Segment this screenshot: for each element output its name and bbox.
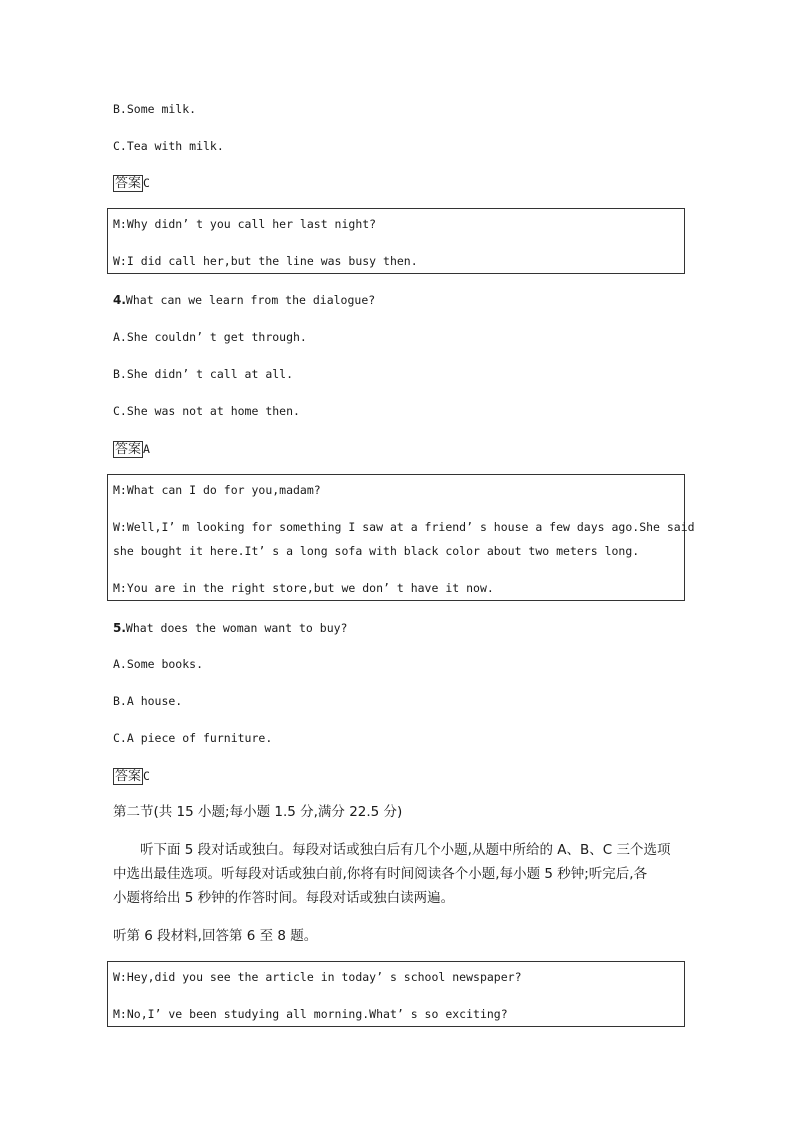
- section2-heading: 第二节(共 15 小题;每小题 1.5 分,满分 22.5 分): [113, 804, 403, 820]
- answer-value: C: [143, 769, 150, 783]
- question-number: 5.: [113, 621, 126, 635]
- answer-badge: 答案: [115, 176, 142, 191]
- dialogue-box-4: [107, 208, 685, 274]
- dialogue-line: W:Hey,did you see the article in today’ s school newspaper?: [113, 970, 522, 984]
- q5-option-a: A.Some books.: [113, 657, 204, 671]
- answer-badge: 答案: [115, 442, 142, 457]
- dialogue-line: W:I did call her,but the line was busy then.: [113, 254, 418, 268]
- dialogue-line: M:No,I’ ve been studying all morning.What’ s so exciting?: [113, 1007, 508, 1021]
- material-6-heading: 听第 6 段材料,回答第 6 至 8 题。: [113, 928, 318, 944]
- q4-question: [113, 291, 375, 308]
- section2-instructions: 中选出最佳选项。听每段对话或独白前,你将有时间阅读各个小题,每小题 5 秒钟;听完后,各: [113, 866, 648, 882]
- q3-option-c: C.Tea with milk.: [113, 139, 224, 153]
- q3-option-b: B.Some milk.: [113, 102, 197, 116]
- q4-option-c: C.She was not at home then.: [113, 404, 300, 418]
- dialogue-line: M:Why didn’ t you call her last night?: [113, 217, 377, 231]
- answer-value: A: [143, 442, 150, 456]
- q4-option-a: A.She couldn’ t get through.: [113, 330, 307, 344]
- dialogue-line: M:You are in the right store,but we don’ t have it now.: [113, 581, 494, 595]
- question-text: What can we learn from the dialogue?: [125, 293, 376, 307]
- dialogue-box-6: [107, 961, 685, 1027]
- answer-value: C: [143, 176, 150, 190]
- dialogue-line: she bought it here.It’ s a long sofa with black color about two meters long.: [113, 544, 640, 558]
- answer-badge: 答案: [115, 769, 142, 784]
- section2-instructions: 听下面 5 段对话或独白。每段对话或独白后有几个小题,从题中所给的 A、B、C 三个选项: [140, 842, 671, 858]
- section2-instructions: 小题将给出 5 秒钟的作答时间。每段对话或独白读两遍。: [113, 890, 455, 906]
- question-text: What does the woman want to buy?: [125, 621, 348, 635]
- question-number: 4.: [113, 293, 126, 307]
- q4-answer: [113, 440, 150, 458]
- q5-answer: [113, 767, 150, 785]
- q5-question: [113, 619, 347, 636]
- dialogue-line: M:What can I do for you,madam?: [113, 483, 321, 497]
- q5-option-b: B.A house.: [113, 694, 183, 708]
- q5-option-c: C.A piece of furniture.: [113, 731, 273, 745]
- dialogue-box-5: [107, 474, 695, 601]
- q3-answer: [113, 174, 150, 192]
- q4-option-b: B.She didn’ t call at all.: [113, 367, 294, 381]
- dialogue-line: W:Well,I’ m looking for something I saw at a friend’ s house a few days ago.She said: [113, 520, 695, 534]
